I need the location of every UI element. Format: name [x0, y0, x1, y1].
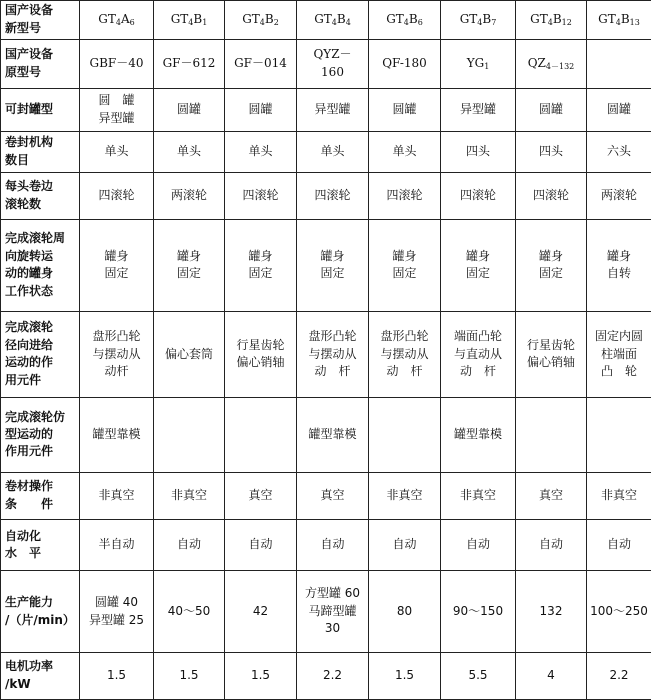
cell-text: 四滚轮 [459, 187, 496, 202]
cell-text: 非真空 [386, 488, 423, 503]
cell-text-mid: B [264, 12, 274, 26]
cell-subscript: 4 [615, 18, 621, 27]
cell-subscript: 4 [331, 18, 337, 27]
cell-text: 罐身 固定 [248, 248, 273, 281]
table-cell [225, 39, 297, 88]
cell-text: GF－014 [234, 56, 287, 71]
table-cell [225, 1, 297, 40]
table-cell [587, 472, 651, 519]
table-cell [516, 219, 587, 311]
row-header-label: 卷封机构 数目 [5, 135, 54, 167]
table-cell [516, 39, 587, 88]
table-cell [587, 131, 651, 172]
cell-text: QYZ－ 160 [313, 47, 352, 79]
cell-text: 罐身 固定 [538, 248, 563, 281]
table-cell [516, 652, 587, 699]
cell-subscript: 4 [115, 18, 121, 27]
cell-text: 单头 [176, 143, 201, 158]
row-header-label: 完成滚轮仿 型运动的 作用元件 [5, 409, 66, 459]
row-header-label: 可封罐型 [5, 102, 54, 117]
table-cell [80, 1, 154, 40]
table-cell [587, 519, 651, 570]
table-row [1, 172, 651, 219]
cell-text: 罐型靠模 [308, 426, 357, 441]
table-cell [154, 519, 225, 570]
table-cell [154, 131, 225, 172]
cell-text: 盘形凸轮 与摆动从 动杆 [92, 329, 141, 378]
row-header-label: 生产能力 /（片/min） [5, 595, 75, 627]
cell-text: 四滚轮 [242, 187, 279, 202]
table-cell [369, 1, 441, 40]
table-cell [80, 472, 154, 519]
table-cell [297, 88, 369, 131]
table-cell [225, 571, 297, 652]
table-cell [441, 652, 516, 699]
cell-text: 自动 [538, 537, 563, 552]
cell-subscript-2: 13 [629, 18, 640, 27]
cell-text: 90～150 [452, 603, 504, 618]
table-cell [154, 172, 225, 219]
cell-text: 单头 [320, 143, 345, 158]
table-cell [369, 652, 441, 699]
cell-subscript-2: 4 [345, 18, 351, 27]
cell-text: 异型罐 [459, 102, 496, 117]
table-row [1, 397, 651, 472]
row-header [1, 311, 80, 397]
row-header-label: 完成滚轮周 向旋转运 动的罐身 工作状态 [5, 231, 66, 298]
cell-text: 自动 [176, 537, 201, 552]
table-row [1, 652, 651, 699]
cell-text: 1.5 [106, 668, 127, 683]
row-header [1, 652, 80, 699]
cell-text-mid: B [552, 12, 562, 26]
row-header [1, 88, 80, 131]
cell-subscript-2: 2 [273, 18, 279, 27]
table-cell [587, 571, 651, 652]
table-cell [225, 219, 297, 311]
cell-text: 42 [252, 603, 269, 618]
table-cell [369, 397, 441, 472]
row-header-label: 卷材操作 条 件 [5, 479, 54, 511]
row-header [1, 131, 80, 172]
table-cell [154, 88, 225, 131]
row-header [1, 1, 80, 40]
cell-subscript: 4 [547, 18, 553, 27]
table-cell [441, 39, 516, 88]
cell-text: 非真空 [170, 488, 207, 503]
table-cell [441, 311, 516, 397]
cell-text: 四头 [465, 143, 490, 158]
table-cell [516, 172, 587, 219]
table-cell [225, 519, 297, 570]
cell-text: 单头 [104, 143, 129, 158]
cell-text: GBF－40 [89, 56, 144, 71]
cell-text: 圆罐 [248, 102, 273, 117]
table-cell [297, 131, 369, 172]
table-cell [516, 131, 587, 172]
cell-text: YG [466, 55, 485, 70]
cell-text: GT [242, 12, 260, 26]
table-cell [587, 88, 651, 131]
cell-text: 2.2 [609, 668, 629, 683]
cell-subscript-2: 1 [202, 18, 208, 27]
spec-table-body [1, 1, 651, 700]
cell-text: 40～50 [167, 603, 211, 618]
cell-text: 2.2 [322, 668, 343, 683]
cell-subscript-2: 7 [491, 18, 497, 27]
table-cell [80, 519, 154, 570]
cell-text: 单头 [248, 143, 273, 158]
table-cell [369, 39, 441, 88]
table-cell [154, 219, 225, 311]
table-cell [225, 131, 297, 172]
table-cell [369, 219, 441, 311]
cell-text: 圆 罐 异型罐 [98, 93, 135, 125]
table-cell [225, 472, 297, 519]
cell-text: 真空 [320, 488, 345, 503]
table-cell [516, 397, 587, 472]
table-cell [80, 39, 154, 88]
table-row [1, 519, 651, 570]
cell-text: 自动 [320, 537, 345, 552]
table-cell [516, 88, 587, 131]
cell-text: 行星齿轮 偏心销轴 [526, 337, 575, 370]
table-cell [154, 39, 225, 88]
table-cell [225, 88, 297, 131]
cell-text: GT [314, 12, 332, 26]
cell-text: 132 [539, 603, 563, 618]
cell-text: 自动 [248, 537, 273, 552]
cell-text: 行星齿轮 偏心销轴 [236, 337, 285, 370]
cell-text: 罐身 固定 [104, 248, 129, 281]
table-cell [154, 571, 225, 652]
cell-text: 罐型靠模 [92, 426, 141, 441]
table-cell [297, 172, 369, 219]
table-cell [297, 1, 369, 40]
cell-text: 异型罐 [314, 102, 351, 117]
cell-text: 罐身 固定 [176, 248, 201, 281]
cell-subscript: 4－132 [545, 61, 575, 71]
cell-text-mid: B [193, 12, 203, 26]
cell-text: 非真空 [459, 488, 496, 503]
cell-text: 盘形凸轮 与摆动从 动 杆 [308, 329, 357, 378]
table-cell [154, 1, 225, 40]
cell-text: QZ [527, 55, 546, 70]
cell-text: 罐型靠模 [453, 426, 502, 441]
cell-text: GT [386, 12, 404, 26]
cell-text: 四滚轮 [98, 187, 135, 202]
cell-text-mid: B [336, 12, 346, 26]
table-cell [587, 397, 651, 472]
table-cell [80, 571, 154, 652]
row-header [1, 172, 80, 219]
cell-text: 罐身 固定 [392, 248, 417, 281]
cell-text: 四滚轮 [532, 187, 569, 202]
table-cell [516, 472, 587, 519]
cell-text: 固定内圆 柱端面 凸 轮 [594, 329, 643, 378]
row-header-label: 电机功率 /kW [5, 659, 54, 691]
cell-text: 两滚轮 [170, 187, 207, 202]
cell-text: 自动 [392, 537, 417, 552]
cell-text: GF－612 [162, 56, 216, 71]
row-header-label: 完成滚轮 径向进给 运动的作 用元件 [5, 320, 54, 387]
table-cell [441, 397, 516, 472]
row-header [1, 571, 80, 652]
table-cell [516, 519, 587, 570]
row-header [1, 519, 80, 570]
cell-text: 圆罐 [538, 102, 563, 117]
row-header [1, 472, 80, 519]
table-cell [369, 472, 441, 519]
table-cell [80, 131, 154, 172]
cell-text: 罐身 固定 [465, 248, 490, 281]
table-cell [441, 519, 516, 570]
table-cell [80, 88, 154, 131]
cell-text: 自动 [606, 537, 631, 552]
table-row [1, 131, 651, 172]
table-cell [297, 39, 369, 88]
cell-text: 方型罐 60 马蹄型罐 30 [304, 586, 361, 636]
cell-text: GT [459, 12, 478, 26]
table-cell [154, 472, 225, 519]
cell-subscript: 1 [484, 61, 490, 71]
cell-subscript-2: 6 [417, 18, 423, 27]
table-cell [297, 652, 369, 699]
cell-text: GT [530, 12, 548, 26]
cell-text: 非真空 [98, 488, 135, 503]
table-cell [225, 311, 297, 397]
table-cell [80, 652, 154, 699]
table-row [1, 1, 651, 40]
cell-subscript: 4 [259, 18, 265, 27]
cell-text: 四滚轮 [386, 187, 423, 202]
cell-text-mid: B [620, 12, 630, 26]
cell-text: QF-180 [382, 56, 427, 71]
cell-text: 非真空 [600, 488, 637, 503]
table-cell [80, 219, 154, 311]
table-cell [297, 311, 369, 397]
cell-text-mid: B [408, 12, 418, 26]
table-cell [297, 219, 369, 311]
cell-text: 端面凸轮 与直动从 动 杆 [453, 329, 502, 378]
cell-text: 1.5 [250, 668, 271, 683]
row-header [1, 39, 80, 88]
cell-text: 两滚轮 [600, 187, 637, 202]
cell-text: 圆罐 40 异型罐 25 [88, 595, 145, 627]
cell-text: 真空 [248, 488, 273, 503]
cell-subscript: 4 [403, 18, 409, 27]
table-cell [225, 397, 297, 472]
cell-text: 4 [547, 668, 555, 683]
cell-text: 六头 [606, 143, 631, 158]
cell-text: 1.5 [394, 668, 415, 683]
cell-text: GT [598, 12, 616, 26]
table-cell [297, 519, 369, 570]
cell-text: 四滚轮 [314, 187, 351, 202]
table-row [1, 39, 651, 88]
table-cell [441, 131, 516, 172]
table-cell [154, 397, 225, 472]
cell-text: 圆罐 [392, 102, 417, 117]
table-cell [587, 39, 651, 88]
table-cell [369, 88, 441, 131]
table-cell [441, 219, 516, 311]
cell-text-mid: B [482, 12, 492, 26]
cell-text: 100～250 [590, 603, 648, 618]
table-cell [225, 652, 297, 699]
cell-text: 1.5 [179, 668, 199, 683]
table-cell [369, 172, 441, 219]
row-header-label: 自动化 水 平 [5, 528, 42, 561]
table-cell [80, 172, 154, 219]
table-cell [587, 311, 651, 397]
row-header-label: 每头卷边 滚轮数 [5, 179, 54, 211]
row-header-label: 国产设备 新型号 [5, 3, 54, 35]
table-cell [441, 88, 516, 131]
table-cell [441, 472, 516, 519]
table-cell [297, 571, 369, 652]
table-cell [587, 219, 651, 311]
row-header-label: 国产设备 原型号 [5, 47, 54, 79]
cell-text: 80 [396, 603, 413, 618]
cell-text: 四头 [538, 143, 563, 158]
cell-text: 圆罐 [606, 102, 631, 117]
table-cell [297, 397, 369, 472]
table-cell [516, 311, 587, 397]
table-row [1, 88, 651, 131]
table-cell [369, 519, 441, 570]
cell-text: 半自动 [98, 537, 135, 552]
cell-text: 真空 [538, 488, 563, 503]
table-cell [297, 472, 369, 519]
table-cell [154, 652, 225, 699]
cell-subscript-2: 12 [561, 18, 572, 27]
cell-text: 5.5 [468, 668, 488, 683]
table-cell [441, 571, 516, 652]
table-row [1, 311, 651, 397]
cell-text: GT [170, 12, 189, 26]
cell-subscript: 4 [188, 18, 194, 27]
cell-text: 偏心套筒 [164, 346, 213, 361]
table-cell [369, 311, 441, 397]
table-cell [516, 571, 587, 652]
table-cell [587, 172, 651, 219]
cell-text: 罐身 自转 [606, 248, 631, 281]
table-cell [225, 172, 297, 219]
table-cell [154, 311, 225, 397]
table-row [1, 472, 651, 519]
table-row [1, 571, 651, 652]
table-cell [587, 1, 651, 40]
cell-text: GT [98, 12, 116, 26]
row-header [1, 219, 80, 311]
cell-text: 罐身 固定 [320, 248, 345, 281]
table-cell [369, 571, 441, 652]
table-cell [80, 397, 154, 472]
cell-text: 单头 [392, 143, 417, 158]
table-cell [441, 172, 516, 219]
table-cell [441, 1, 516, 40]
table-cell [80, 311, 154, 397]
cell-text: 盘形凸轮 与摆动从 动 杆 [380, 329, 429, 378]
table-cell [369, 131, 441, 172]
cell-text: 自动 [465, 537, 490, 552]
row-header [1, 397, 80, 472]
cell-text: 圆罐 [176, 102, 201, 117]
table-cell [516, 1, 587, 40]
table-cell [587, 652, 651, 699]
cell-subscript: 4 [477, 18, 483, 27]
table-row [1, 219, 651, 311]
cell-subscript-2: 6 [129, 18, 135, 27]
cell-text-mid: A [120, 12, 130, 26]
